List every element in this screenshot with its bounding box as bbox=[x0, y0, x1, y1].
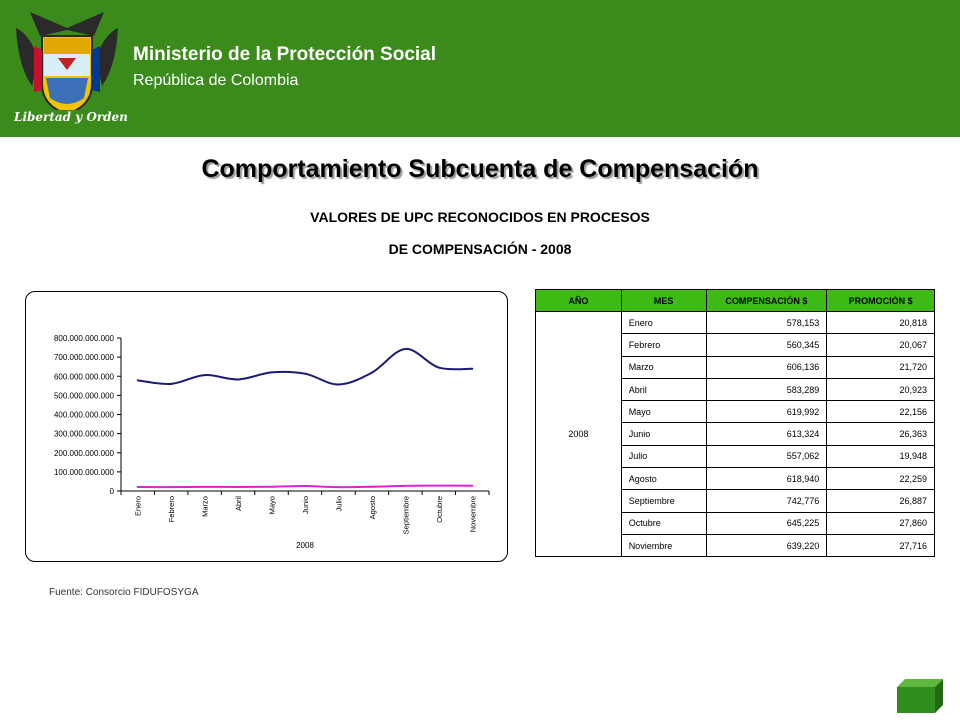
data-point-0 bbox=[204, 374, 206, 376]
promocion-cell: 22,156 bbox=[827, 401, 935, 423]
data-point-1 bbox=[371, 486, 373, 488]
data-point-1 bbox=[271, 486, 273, 488]
compensacion-cell: 613,324 bbox=[706, 423, 827, 445]
x-tick-label: Octubre bbox=[434, 496, 444, 523]
x-tick-label: Febrero bbox=[167, 496, 177, 523]
y-tick-label: 800.000.000.000 bbox=[53, 334, 114, 343]
data-point-1 bbox=[404, 485, 406, 487]
promocion-cell: 20,818 bbox=[827, 312, 935, 334]
promocion-cell: 27,860 bbox=[827, 512, 935, 534]
header-banner bbox=[0, 0, 960, 137]
series-line-0 bbox=[138, 349, 473, 385]
y-tick-label: 100.000.000.000 bbox=[53, 467, 114, 477]
compensacion-cell: 606,136 bbox=[706, 356, 827, 378]
x-tick-label: Junio bbox=[301, 496, 310, 514]
chart-svg bbox=[26, 292, 509, 563]
y-tick-label: 700.000.000.000 bbox=[53, 353, 114, 363]
page-title: Comportamiento Subcuenta de Compensación bbox=[201, 155, 759, 183]
compensacion-cell: 583,289 bbox=[706, 378, 827, 400]
table-row bbox=[536, 312, 935, 334]
promocion-cell: 26,363 bbox=[827, 423, 935, 445]
promocion-cell: 20,923 bbox=[827, 378, 935, 400]
data-point-0 bbox=[304, 373, 306, 375]
promocion-cell: 19,948 bbox=[827, 445, 935, 467]
y-tick-label: 400.000.000.000 bbox=[53, 410, 114, 420]
x-tick-label: Julio bbox=[334, 496, 344, 512]
promocion-cell: 26,887 bbox=[827, 490, 935, 512]
year-cell: 2008 bbox=[536, 312, 622, 557]
month-cell: Julio bbox=[621, 445, 706, 467]
x-tick-label: Septiembre bbox=[401, 496, 411, 535]
source-note: Fuente: Consorcio FIDUFOSYGA bbox=[49, 587, 199, 598]
data-point-0 bbox=[438, 367, 440, 369]
x-tick-label: Marzo bbox=[200, 496, 210, 517]
col-header-compensacion: COMPENSACIÓN $ bbox=[706, 290, 827, 312]
month-cell: Febrero bbox=[621, 334, 706, 356]
motto-text: Libertad y Orden bbox=[14, 110, 128, 124]
col-header-promocion: PROMOCIÓN $ bbox=[827, 290, 935, 312]
data-point-1 bbox=[204, 486, 206, 488]
y-tick-label: 500.000.000.000 bbox=[53, 391, 114, 401]
line-chart bbox=[25, 291, 508, 562]
data-point-0 bbox=[337, 383, 339, 385]
next-slide-button[interactable] bbox=[897, 679, 943, 713]
col-header-anio: AÑO bbox=[536, 290, 622, 312]
y-tick-label: 300.000.000.000 bbox=[53, 429, 114, 439]
promocion-cell: 20,067 bbox=[827, 334, 935, 356]
data-point-1 bbox=[170, 486, 172, 488]
data-point-1 bbox=[337, 486, 339, 488]
compensacion-cell: 639,220 bbox=[706, 534, 827, 556]
ministry-subtitle: República de Colombia bbox=[133, 72, 299, 89]
month-cell: Enero bbox=[621, 312, 706, 334]
col-header-mes: MES bbox=[621, 290, 706, 312]
data-point-0 bbox=[371, 372, 373, 374]
y-tick-label: 200.000.000.000 bbox=[53, 448, 114, 458]
promocion-cell: 21,720 bbox=[827, 356, 935, 378]
x-tick-label: Mayo bbox=[267, 496, 277, 515]
data-point-1 bbox=[471, 485, 473, 487]
data-point-0 bbox=[404, 348, 406, 350]
data-point-0 bbox=[137, 379, 139, 381]
month-cell: Mayo bbox=[621, 401, 706, 423]
data-point-0 bbox=[471, 368, 473, 370]
x-group-label: 2008 bbox=[296, 541, 314, 550]
table-header-row bbox=[536, 290, 935, 312]
compensacion-cell: 560,345 bbox=[706, 334, 827, 356]
promocion-cell: 22,259 bbox=[827, 468, 935, 490]
y-tick-label: 600.000.000.000 bbox=[53, 372, 114, 382]
compensacion-cell: 619,992 bbox=[706, 401, 827, 423]
x-tick-label: Noviembre bbox=[468, 496, 478, 533]
data-point-0 bbox=[170, 383, 172, 385]
data-point-1 bbox=[237, 486, 239, 488]
data-point-0 bbox=[271, 371, 273, 373]
month-cell: Junio bbox=[621, 423, 706, 445]
month-cell: Agosto bbox=[621, 468, 706, 490]
data-point-0 bbox=[237, 378, 239, 380]
compensacion-cell: 645,225 bbox=[706, 512, 827, 534]
data-point-1 bbox=[137, 486, 139, 488]
data-point-1 bbox=[438, 485, 440, 487]
compensacion-cell: 578,153 bbox=[706, 312, 827, 334]
promocion-cell: 27,716 bbox=[827, 534, 935, 556]
x-tick-label: Abril bbox=[234, 496, 244, 512]
x-tick-label: Agosto bbox=[367, 496, 377, 520]
subtitle-line-2: DE COMPENSACIÓN - 2008 bbox=[388, 241, 572, 257]
data-table bbox=[535, 289, 935, 557]
month-cell: Octubre bbox=[621, 512, 706, 534]
subtitle-line-1: VALORES DE UPC RECONOCIDOS EN PROCESOS bbox=[310, 209, 650, 225]
month-cell: Septiembre bbox=[621, 490, 706, 512]
x-tick-label: Enero bbox=[133, 496, 143, 517]
y-tick-label: 0 bbox=[109, 487, 114, 496]
compensacion-cell: 742,776 bbox=[706, 490, 827, 512]
month-cell: Abril bbox=[621, 378, 706, 400]
data-point-1 bbox=[304, 485, 306, 487]
month-cell: Marzo bbox=[621, 356, 706, 378]
month-cell: Noviembre bbox=[621, 534, 706, 556]
compensacion-cell: 618,940 bbox=[706, 468, 827, 490]
compensacion-cell: 557,062 bbox=[706, 445, 827, 467]
ministry-name: Ministerio de la Protección Social bbox=[133, 44, 437, 65]
